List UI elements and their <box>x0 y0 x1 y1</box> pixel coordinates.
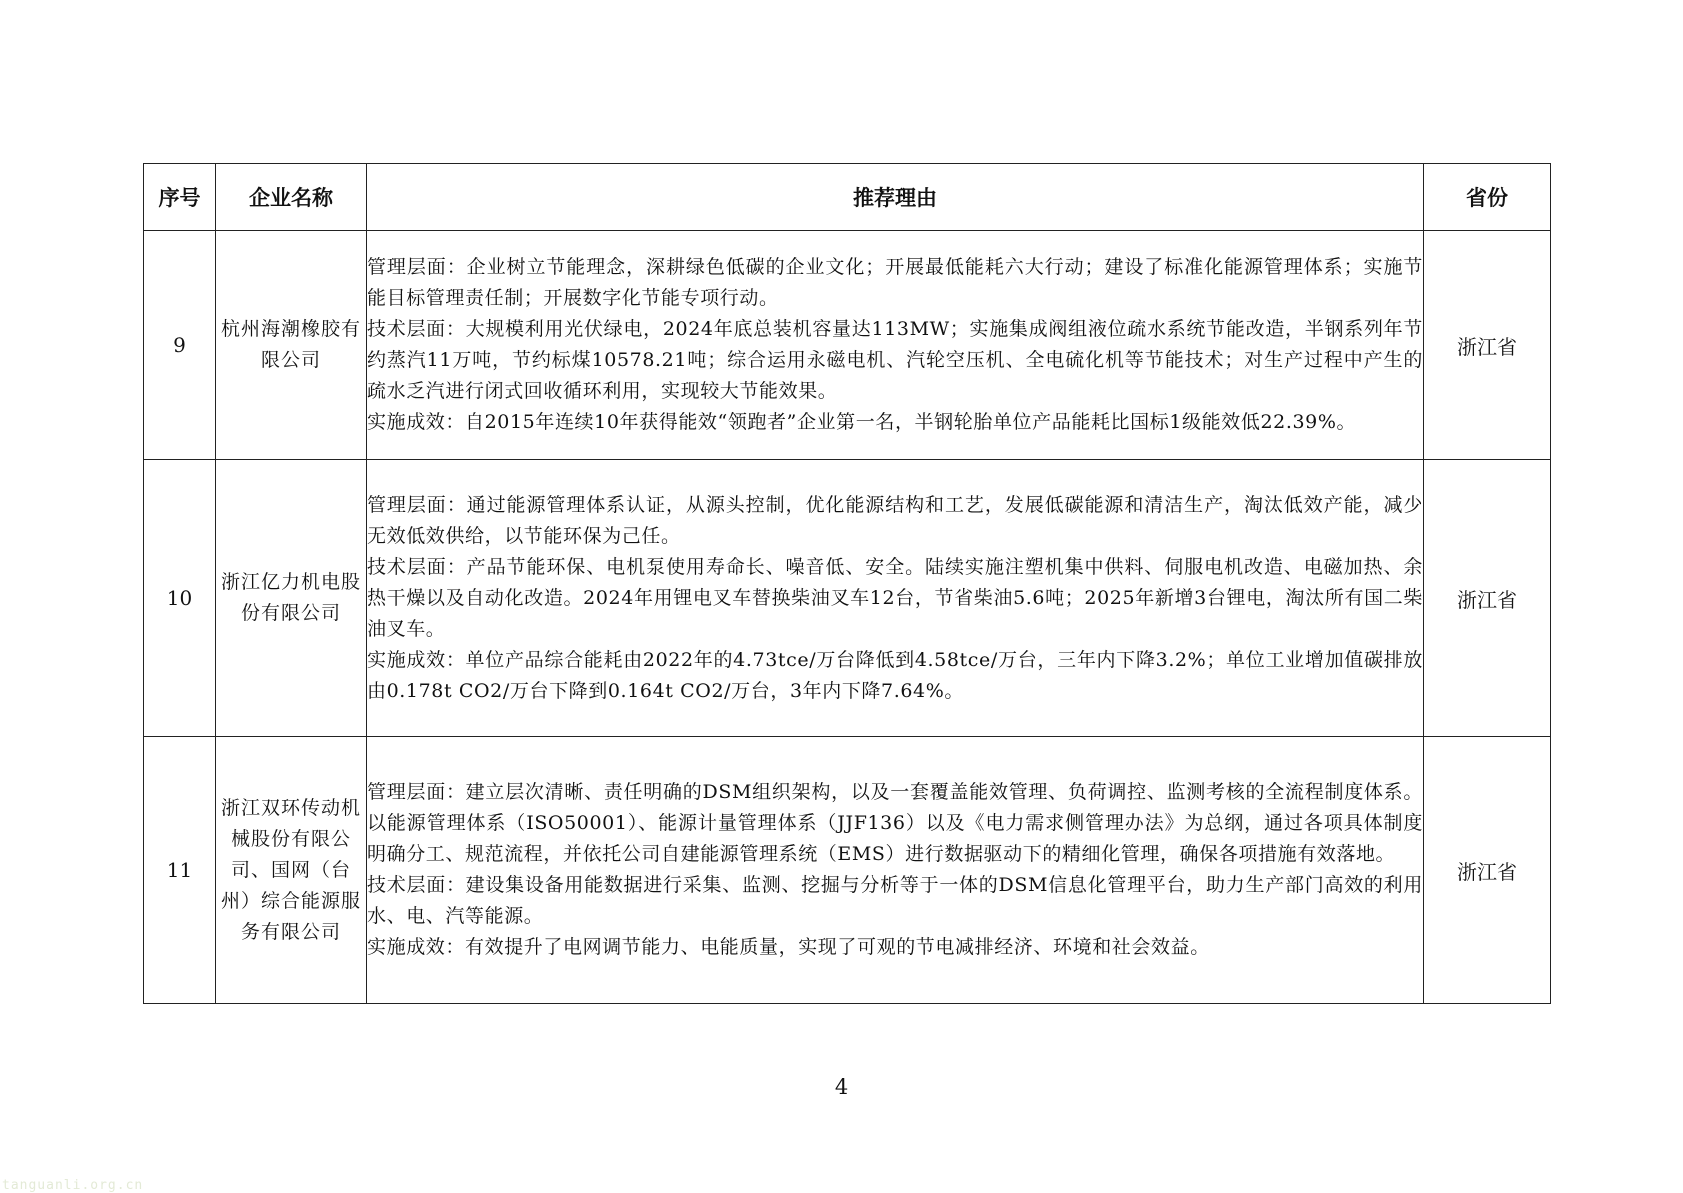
row-province: 浙江省 <box>1424 231 1551 460</box>
row-province: 浙江省 <box>1424 460 1551 737</box>
header-reason: 推荐理由 <box>367 164 1424 231</box>
row-company: 杭州海潮橡胶有限公司 <box>216 231 367 460</box>
header-province: 省份 <box>1424 164 1551 231</box>
table-row <box>144 460 1551 737</box>
row-reason <box>367 231 1424 460</box>
row-reason <box>367 737 1424 1004</box>
reason-management: 管理层面：通过能源管理体系认证，从源头控制，优化能源结构和工艺，发展低碳能源和清洁生产，淘汰低效产能，减少无效低效供给，以节能环保为己任。 <box>367 493 1423 547</box>
table-header-row <box>144 164 1551 231</box>
row-company: 浙江亿力机电股份有限公司 <box>216 460 367 737</box>
header-index: 序号 <box>144 164 216 231</box>
header-company: 企业名称 <box>216 164 367 231</box>
page-number: 4 <box>834 1075 849 1099</box>
table-row <box>144 737 1551 1004</box>
row-company: 浙江双环传动机械股份有限公司、国网（台州）综合能源服务有限公司 <box>216 737 367 1004</box>
table-row <box>144 231 1551 460</box>
reason-results: 实施成效：自2015年连续10年获得能效“领跑者”企业第一名，半钢轮胎单位产品能耗比国标1级能效低22.39%。 <box>367 411 1357 433</box>
reason-management: 管理层面：建立层次清晰、责任明确的DSM组织架构，以及一套覆盖能效管理、负荷调控、监测考核的全流程制度体系。以能源管理体系（ISO50001）、能源计量管理体系（JJF136）以及《电力需求侧管理办法》为总纲，通过各项具体制度明确分工、规范流程，并依托公司自建能源管理系统（EMS）进行数据驱动下的精细化管理，确保各项措施有效落地。 <box>367 781 1423 865</box>
reason-technology: 技术层面：产品节能环保、电机泵使用寿命长、噪音低、安全。陆续实施注塑机集中供料、伺服电机改造、电磁加热、余热干燥以及自动化改造。2024年用锂电叉车替换柴油叉车12台，节省柴油5.6吨；2025年新增3台锂电，淘汰所有国二柴油叉车。 <box>367 555 1423 640</box>
watermark: tanguanli.org.cn <box>2 1178 144 1193</box>
reason-technology: 技术层面：大规模利用光伏绿电，2024年底总装机容量达113MW；实施集成阀组液位疏水系统节能改造，半钢系列年节约蒸汽11万吨，节约标煤10578.21吨；综合运用永磁电机、汽轮空压机、全电硫化机等节能技术；对生产过程中产生的疏水乏汽进行闭式回收循环利用，实现较大节能效果。 <box>367 318 1423 402</box>
reason-technology: 技术层面：建设集设备用能数据进行采集、监测、挖掘与分析等于一体的DSM信息化管理平台，助力生产部门高效的利用水、电、汽等能源。 <box>367 874 1423 927</box>
reason-results: 实施成效：有效提升了电网调节能力、电能质量，实现了可观的节电减排经济、环境和社会效益。 <box>367 936 1210 958</box>
recommendation-table <box>143 163 1551 1004</box>
row-index: 9 <box>144 231 216 460</box>
row-index: 10 <box>144 460 216 737</box>
reason-management: 管理层面：企业树立节能理念，深耕绿色低碳的企业文化；开展最低能耗六大行动；建设了标准化能源管理体系；实施节能目标管理责任制；开展数字化节能专项行动。 <box>367 256 1423 309</box>
row-reason <box>367 460 1424 737</box>
row-index: 11 <box>144 737 216 1004</box>
row-province: 浙江省 <box>1424 737 1551 1004</box>
reason-results: 实施成效：单位产品综合能耗由2022年的4.73tce/万台降低到4.58tce/万台，三年内下降3.2%；单位工业增加值碳排放由0.178t CO2/万台下降到0.164t CO2/万台，3年内下降7.64%。 <box>367 648 1423 702</box>
